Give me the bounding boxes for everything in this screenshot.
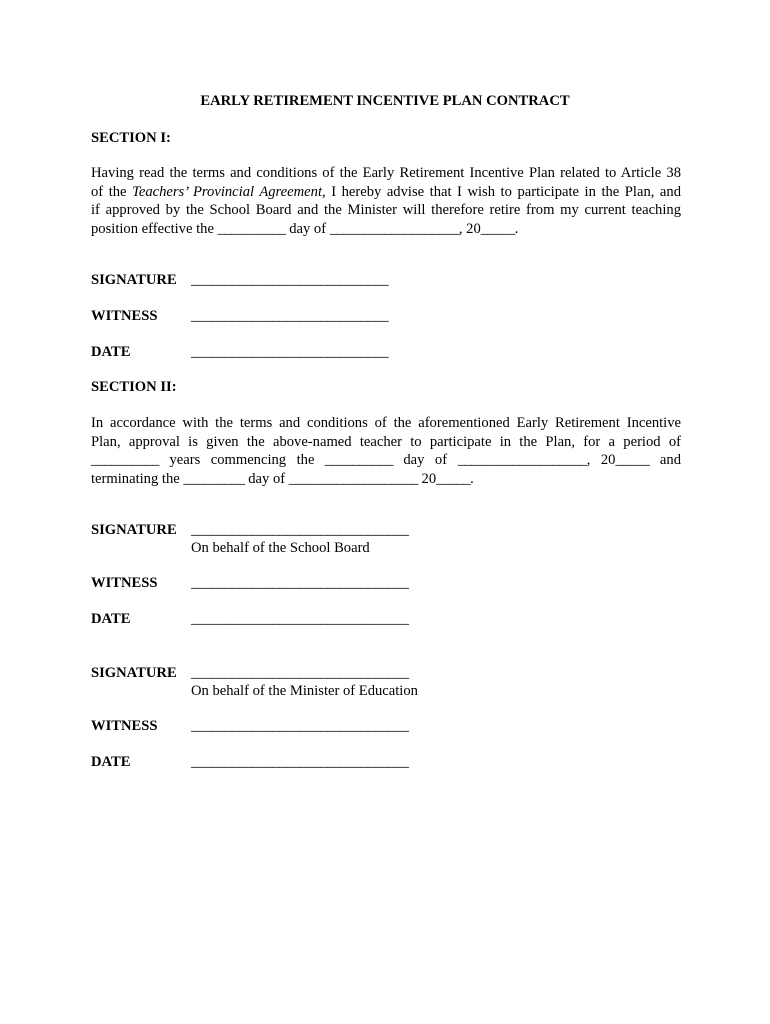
commencing-month-blank[interactable]: ___________________ xyxy=(457,452,587,468)
terminating-year-blank[interactable]: _____ xyxy=(436,470,471,487)
date-label: DATE xyxy=(91,344,131,360)
section-1-line-1: Having read the terms and conditions of the Early Retirement Incentive Plan related to Article 38 xyxy=(91,165,681,181)
section-2-line-1: In accordance with the terms and conditions of the aforementioned Early Retirement Incentive xyxy=(91,415,681,431)
witness-label: WITNESS xyxy=(91,308,158,324)
minister-date-blank[interactable]: ________________________________ xyxy=(191,754,409,770)
board-date-label: DATE xyxy=(91,611,131,627)
minister-witness-label: WITNESS xyxy=(91,718,158,734)
board-witness-label: WITNESS xyxy=(91,575,158,591)
effective-year-blank[interactable]: _____ xyxy=(480,220,515,237)
board-signature-label: SIGNATURE xyxy=(91,522,177,538)
effective-day-blank[interactable]: __________ xyxy=(217,220,286,237)
section-1-paragraph xyxy=(91,164,681,238)
agreement-title: Teachers’ Provincial Agreement xyxy=(132,183,323,200)
section-2-heading: SECTION II: xyxy=(91,379,177,395)
board-behalf-caption: On behalf of the School Board xyxy=(191,540,370,556)
section-2-line-4: terminating the _________ day of ___________________ 20_____. xyxy=(91,470,474,487)
section-1-line-2: of the Teachers’ Provincial Agreement, I hereby advise that I wish to participate in the Plan, and xyxy=(91,183,682,200)
section-2-paragraph xyxy=(91,414,681,488)
terminating-day-blank[interactable]: _________ xyxy=(183,470,245,487)
witness-blank[interactable]: _____________________________ xyxy=(191,308,389,324)
signature-label: SIGNATURE xyxy=(91,272,177,288)
years-blank[interactable]: __________ xyxy=(91,452,159,468)
signature-blank[interactable]: _____________________________ xyxy=(191,272,389,288)
commencing-year-blank[interactable]: _____ xyxy=(615,452,650,468)
section-1-heading: SECTION I: xyxy=(91,130,171,146)
document-title: EARLY RETIREMENT INCENTIVE PLAN CONTRACT xyxy=(200,93,570,109)
section-1-line-3: if approved by the School Board and the Minister will therefore retire from my current teaching xyxy=(91,202,681,218)
minister-behalf-caption: On behalf of the Minister of Education xyxy=(191,683,418,699)
date-blank[interactable]: _____________________________ xyxy=(191,344,389,360)
commencing-day-blank[interactable]: __________ xyxy=(324,452,393,468)
section-1-line-4: position effective the __________ day of ___________________, 20_____. xyxy=(91,220,519,237)
minister-signature-blank[interactable]: ________________________________ xyxy=(191,665,409,681)
minister-signature-label: SIGNATURE xyxy=(91,665,177,681)
effective-month-blank[interactable]: ___________________ xyxy=(329,220,459,237)
board-signature-blank[interactable]: ________________________________ xyxy=(191,522,409,538)
board-date-blank[interactable]: ________________________________ xyxy=(191,611,409,627)
board-witness-blank[interactable]: ________________________________ xyxy=(191,575,409,591)
section-2-line-3: __________ years commencing the __________ day of ___________________, 20_____ and xyxy=(91,452,681,468)
terminating-month-blank[interactable]: ___________________ xyxy=(288,470,418,487)
minister-date-label: DATE xyxy=(91,754,131,770)
minister-witness-blank[interactable]: ________________________________ xyxy=(191,718,409,734)
section-2-line-2: Plan, approval is given the above-named teacher to participate in the Plan, for a period of xyxy=(91,433,681,450)
